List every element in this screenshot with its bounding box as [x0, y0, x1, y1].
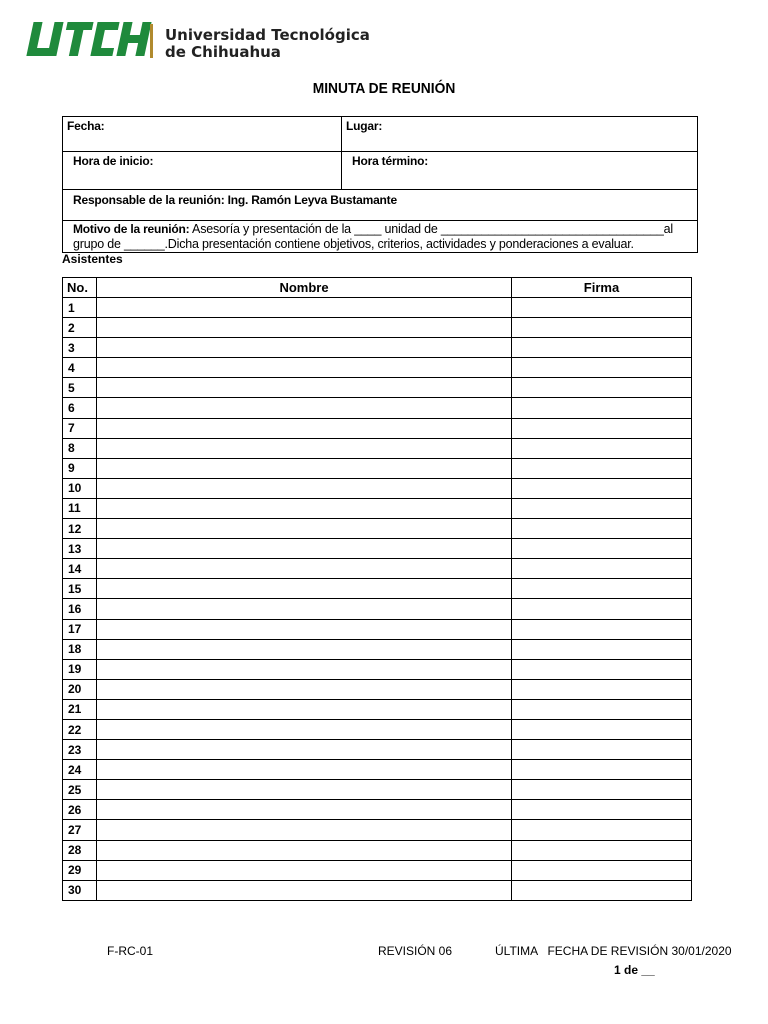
utch-logo-mark	[22, 20, 154, 62]
signature-cell[interactable]	[512, 740, 692, 760]
name-cell[interactable]	[97, 438, 512, 458]
name-cell[interactable]	[97, 358, 512, 378]
signature-cell[interactable]	[512, 760, 692, 780]
table-row	[63, 418, 692, 438]
row-number: 23	[63, 740, 97, 760]
row-number: 25	[63, 780, 97, 800]
name-cell[interactable]	[97, 760, 512, 780]
row-number: 19	[63, 659, 97, 679]
name-cell[interactable]	[97, 338, 512, 358]
row-number: 7	[63, 418, 97, 438]
row-number: 14	[63, 559, 97, 579]
table-row	[63, 378, 692, 398]
signature-cell[interactable]	[512, 398, 692, 418]
name-cell[interactable]	[97, 880, 512, 900]
attendees-header-row	[63, 278, 692, 298]
name-cell[interactable]	[97, 800, 512, 820]
footer-page-number: 1 de __	[614, 963, 655, 977]
name-cell[interactable]	[97, 519, 512, 539]
table-row	[63, 780, 692, 800]
attendees-body	[63, 298, 692, 901]
motivo-label: Motivo de la reunión:	[73, 222, 190, 236]
institution-line-1: Universidad Tecnológica	[165, 26, 370, 44]
table-row	[63, 619, 692, 639]
signature-cell[interactable]	[512, 659, 692, 679]
fecha-cell	[63, 117, 342, 152]
table-row	[63, 760, 692, 780]
signature-cell[interactable]	[512, 639, 692, 659]
row-number: 21	[63, 699, 97, 719]
row-number: 18	[63, 639, 97, 659]
attendees-table	[62, 277, 692, 901]
hora-inicio-cell	[63, 152, 342, 190]
row-number: 1	[63, 298, 97, 318]
name-cell[interactable]	[97, 398, 512, 418]
name-cell[interactable]	[97, 659, 512, 679]
name-cell[interactable]	[97, 639, 512, 659]
name-cell[interactable]	[97, 599, 512, 619]
signature-cell[interactable]	[512, 559, 692, 579]
table-row	[63, 358, 692, 378]
table-row	[63, 519, 692, 539]
name-cell[interactable]	[97, 679, 512, 699]
footer-revision: REVISIÓN 06	[378, 944, 453, 958]
signature-cell[interactable]	[512, 579, 692, 599]
table-row	[63, 539, 692, 559]
fecha-label: Fecha:	[67, 119, 105, 133]
row-number: 4	[63, 358, 97, 378]
table-row	[63, 438, 692, 458]
name-cell[interactable]	[97, 559, 512, 579]
row-number: 13	[63, 539, 97, 559]
signature-cell[interactable]	[512, 679, 692, 699]
signature-cell[interactable]	[512, 840, 692, 860]
row-number: 15	[63, 579, 97, 599]
name-cell[interactable]	[97, 860, 512, 880]
name-cell[interactable]	[97, 418, 512, 438]
signature-cell[interactable]	[512, 880, 692, 900]
row-number: 22	[63, 719, 97, 739]
name-cell[interactable]	[97, 699, 512, 719]
name-cell[interactable]	[97, 820, 512, 840]
table-row	[63, 458, 692, 478]
row-number: 29	[63, 860, 97, 880]
name-cell[interactable]	[97, 318, 512, 338]
name-cell[interactable]	[97, 458, 512, 478]
name-cell[interactable]	[97, 719, 512, 739]
row-number: 9	[63, 458, 97, 478]
hora-termino-cell	[342, 152, 698, 190]
row-number: 3	[63, 338, 97, 358]
signature-cell[interactable]	[512, 519, 692, 539]
name-cell[interactable]	[97, 780, 512, 800]
row-number: 6	[63, 398, 97, 418]
row-number: 26	[63, 800, 97, 820]
row-number: 30	[63, 880, 97, 900]
signature-cell[interactable]	[512, 820, 692, 840]
signature-cell[interactable]	[512, 298, 692, 318]
table-row	[63, 298, 692, 318]
table-row	[63, 398, 692, 418]
table-row	[63, 820, 692, 840]
row-number: 2	[63, 318, 97, 338]
table-row	[63, 599, 692, 619]
table-row	[63, 659, 692, 679]
name-cell[interactable]	[97, 740, 512, 760]
table-row	[63, 559, 692, 579]
header-no: No.	[63, 278, 97, 298]
signature-cell[interactable]	[512, 599, 692, 619]
meeting-info-table	[62, 116, 698, 253]
motivo-cell	[63, 221, 698, 253]
signature-cell[interactable]	[512, 498, 692, 518]
motivo-line-1: Asesoría y presentación de la ____ unidad de _________________________________al	[189, 222, 674, 236]
row-number: 12	[63, 519, 97, 539]
table-row	[63, 860, 692, 880]
table-row	[63, 478, 692, 498]
signature-cell[interactable]	[512, 318, 692, 338]
table-row	[63, 498, 692, 518]
table-row	[63, 318, 692, 338]
table-row	[63, 639, 692, 659]
name-cell[interactable]	[97, 478, 512, 498]
institution-name	[165, 27, 370, 61]
signature-cell[interactable]	[512, 358, 692, 378]
table-row	[63, 579, 692, 599]
responsable-cell	[63, 190, 698, 221]
lugar-cell	[342, 117, 698, 152]
lugar-label: Lugar:	[346, 119, 383, 133]
row-number: 24	[63, 760, 97, 780]
signature-cell[interactable]	[512, 478, 692, 498]
table-row	[63, 719, 692, 739]
row-number: 11	[63, 498, 97, 518]
hora-inicio-label: Hora de inicio:	[73, 154, 154, 168]
signature-cell[interactable]	[512, 539, 692, 559]
header-firma: Firma	[512, 278, 692, 298]
row-number: 5	[63, 378, 97, 398]
signature-cell[interactable]	[512, 418, 692, 438]
institution-line-2: de Chihuahua	[165, 43, 281, 61]
table-row	[63, 800, 692, 820]
row-number: 20	[63, 679, 97, 699]
signature-cell[interactable]	[512, 438, 692, 458]
row-number: 8	[63, 438, 97, 458]
row-number: 28	[63, 840, 97, 860]
signature-cell[interactable]	[512, 378, 692, 398]
header-nombre: Nombre	[97, 278, 512, 298]
signature-cell[interactable]	[512, 458, 692, 478]
table-row	[63, 699, 692, 719]
table-row	[63, 880, 692, 900]
table-row	[63, 840, 692, 860]
signature-cell[interactable]	[512, 800, 692, 820]
hora-termino-label: Hora término:	[352, 154, 429, 168]
table-row	[63, 338, 692, 358]
footer-form-code: F-RC-01	[107, 944, 154, 958]
name-cell[interactable]	[97, 619, 512, 639]
table-row	[63, 740, 692, 760]
name-cell[interactable]	[97, 539, 512, 559]
name-cell[interactable]	[97, 579, 512, 599]
name-cell[interactable]	[97, 378, 512, 398]
footer-last-revision: ÚLTIMA FECHA DE REVISIÓN 30/01/2020	[495, 944, 732, 958]
responsable-text: Responsable de la reunión: Ing. Ramón Leyva Bustamante	[73, 193, 397, 207]
signature-cell[interactable]	[512, 619, 692, 639]
row-number: 17	[63, 619, 97, 639]
table-row	[63, 679, 692, 699]
signature-cell[interactable]	[512, 860, 692, 880]
signature-cell[interactable]	[512, 338, 692, 358]
name-cell[interactable]	[97, 298, 512, 318]
row-number: 16	[63, 599, 97, 619]
signature-cell[interactable]	[512, 780, 692, 800]
row-number: 10	[63, 478, 97, 498]
name-cell[interactable]	[97, 498, 512, 518]
row-number: 27	[63, 820, 97, 840]
document-title: MINUTA DE REUNIÓN	[312, 80, 456, 97]
attendees-label: Asistentes	[62, 252, 123, 266]
utch-logo	[22, 18, 154, 64]
name-cell[interactable]	[97, 840, 512, 860]
signature-cell[interactable]	[512, 719, 692, 739]
signature-cell[interactable]	[512, 699, 692, 719]
motivo-line-2: grupo de ______.Dicha presentación contiene objetivos, criterios, actividades y ponderaciones a evaluar.	[73, 237, 634, 251]
